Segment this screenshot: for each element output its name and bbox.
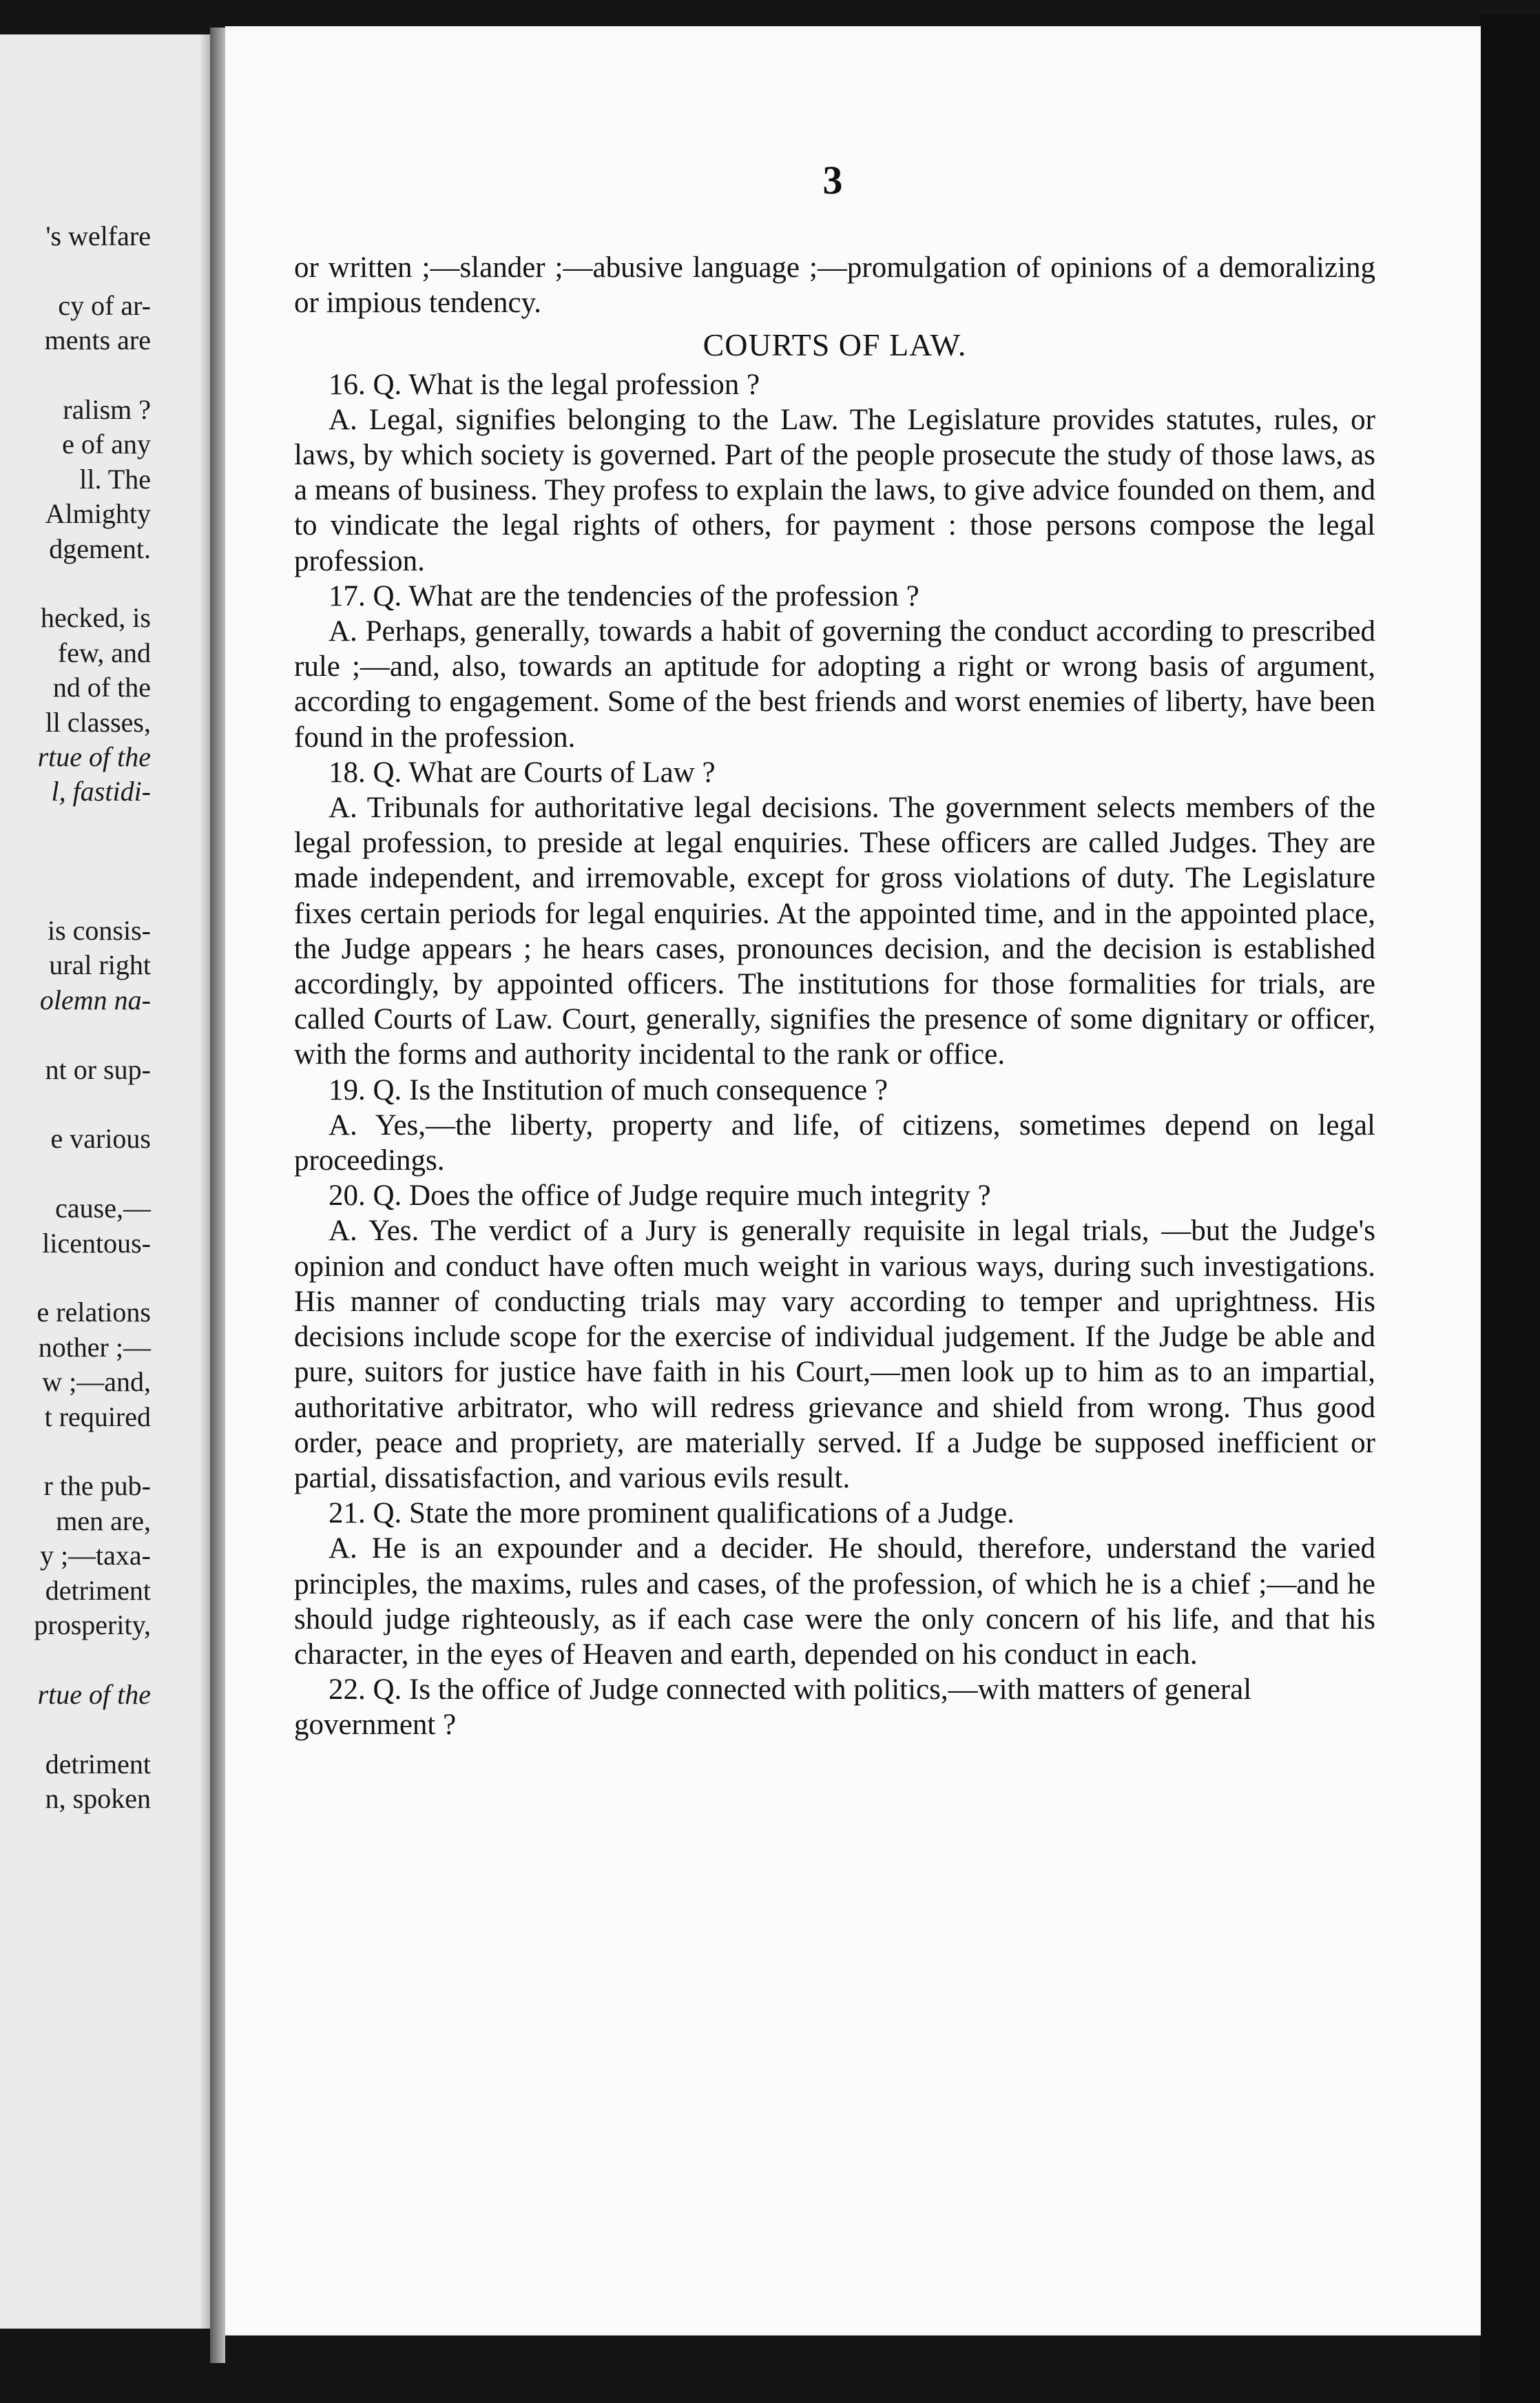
facing-page-line: nother ;— bbox=[38, 1331, 151, 1363]
facing-page-line: men are, bbox=[56, 1505, 151, 1536]
question-22: 22. Q. Is the office of Judge connected with politics,—with matters of general government ? bbox=[294, 1673, 1252, 1742]
facing-page-line: olemn na- bbox=[39, 984, 151, 1015]
question-17: 17. Q. What are the tendencies of the profession ? bbox=[329, 579, 919, 612]
answer-19: A. Yes,—the liberty, property and life, of citizens, sometimes depend on legal proceedings. bbox=[294, 1108, 1375, 1177]
facing-page-fragment bbox=[0, 34, 210, 2329]
book-gutter bbox=[210, 28, 225, 2363]
main-page bbox=[225, 26, 1496, 2335]
answer-21: A. He is an expounder and a decider. He should, therefore, understand the varied principles, the maxims, rules and cases, of the profession, of which he is a chief ;—and he should judge righteously, as if each case were the only concern of his life, and that his character, in the eyes of Heaven and earth, depended on his conduct in each. bbox=[294, 1532, 1375, 1671]
answer-17: A. Perhaps, generally, towards a habit of governing the conduct according to prescribed rule ;—and, also, towards an aptitude for adopting a right or wrong basis of argument, according to engagement. Some of the best friends and worst enemies of liberty, have been found in the profession. bbox=[294, 615, 1375, 754]
question-16: 16. Q. What is the legal profession ? bbox=[329, 368, 760, 401]
facing-page-line: n, spoken bbox=[45, 1783, 151, 1814]
facing-page-line: cy of ar- bbox=[58, 289, 151, 321]
facing-page-line: r the pub- bbox=[43, 1470, 151, 1502]
question-20: 20. Q. Does the office of Judge require much integrity ? bbox=[329, 1179, 991, 1213]
facing-page-line: cause,— bbox=[55, 1193, 151, 1224]
facing-page-line: rtue of the bbox=[37, 741, 151, 772]
facing-page-line: e relations bbox=[37, 1297, 151, 1328]
answer-18: A. Tribunals for authoritative legal decisions. The government selects members of the legal profession, to preside at legal enquiries. These officers are called Judges. They are made independent, and irremovable, except for gross violations of duty. The Legislature fixes certain periods for legal enquiries. At the appointed time, and in the appointed place, the Judge appears ; he hears cases, pronounces decision, and the decision is established accordingly, by appointed officers. The institutions for those formalities for trials, are called Courts of Law. Court, generally, signifies the presence of some dignitary or officer, with the forms and authority incidental to the rank or office. bbox=[294, 792, 1375, 1071]
question-18: 18. Q. What are Courts of Law ? bbox=[329, 756, 716, 789]
facing-page-line: few, and bbox=[57, 637, 151, 668]
facing-page-line: hecked, is bbox=[41, 602, 151, 634]
question-21: 21. Q. State the more prominent qualifications of a Judge. bbox=[329, 1497, 1014, 1530]
facing-page-line: t required bbox=[44, 1401, 151, 1432]
right-border bbox=[1481, 14, 1540, 2403]
facing-page-line: detriment bbox=[45, 1574, 151, 1606]
facing-page-line: is consis- bbox=[48, 915, 151, 946]
facing-page-line: dgement. bbox=[49, 533, 151, 564]
facing-page-line: ralism ? bbox=[63, 394, 151, 425]
facing-page-line: detriment bbox=[45, 1748, 151, 1780]
facing-page-line: prosperity, bbox=[34, 1609, 151, 1640]
facing-page-line: e of any bbox=[62, 429, 151, 460]
facing-page-line: ural right bbox=[49, 949, 151, 981]
answer-16: A. Legal, signifies belonging to the Law. The Legislature provides statutes, rules, or laws, by which society is governed. Part of the people prosecute the study of those laws, as a means of business. They profess to explain the laws, to give advice founded on them, and to vindicate the legal rights of others, for payment : those persons compose the legal profession. bbox=[294, 403, 1375, 577]
facing-page-line: 's welfare bbox=[45, 220, 151, 251]
facing-page-line: l, fastidi- bbox=[51, 776, 151, 807]
section-heading: COURTS OF LAW. bbox=[703, 327, 967, 363]
facing-page-line: e various bbox=[50, 1123, 151, 1155]
facing-page-line: y ;—taxa- bbox=[39, 1540, 151, 1571]
facing-page-line: nt or sup- bbox=[45, 1053, 151, 1085]
facing-page-line: ments are bbox=[44, 324, 151, 356]
facing-page-line: Almighty bbox=[45, 498, 151, 530]
facing-page-line: ll classes, bbox=[45, 706, 151, 738]
facing-page-line: ll. The bbox=[79, 463, 151, 495]
page-body bbox=[294, 250, 1375, 1743]
answer-20: A. Yes. The verdict of a Jury is generally requisite in legal trials, —but the Judge's opinion and conduct have often much weight in various ways, during such investigations. His manner of conducting trials may vary according to temper and uprightness. His decisions include scope for the exercise of individual judgement. If the Judge be able and pure, suitors for justice have faith in his Court,—men look up to him as to an impartial, authoritative arbitrator, who will redress grievance and shield from wrong. Thus good order, peace and propriety, are materially served. If a Judge be supposed inefficient or partial, dissatisfaction, and various evils result. bbox=[294, 1215, 1375, 1494]
facing-page-line: licentous- bbox=[42, 1227, 151, 1259]
facing-page-line: nd of the bbox=[52, 672, 151, 703]
page-fold-shadow bbox=[200, 34, 210, 2329]
intro-paragraph: or written ;—slander ;—abusive language ;—promulgation of opinions of a demoralizing or impious tendency. bbox=[294, 251, 1375, 320]
facing-page-line: w ;—and, bbox=[42, 1366, 151, 1398]
facing-page-line: rtue of the bbox=[37, 1678, 151, 1710]
question-19: 19. Q. Is the Institution of much consequence ? bbox=[329, 1073, 888, 1106]
page-number: 3 bbox=[822, 158, 843, 203]
